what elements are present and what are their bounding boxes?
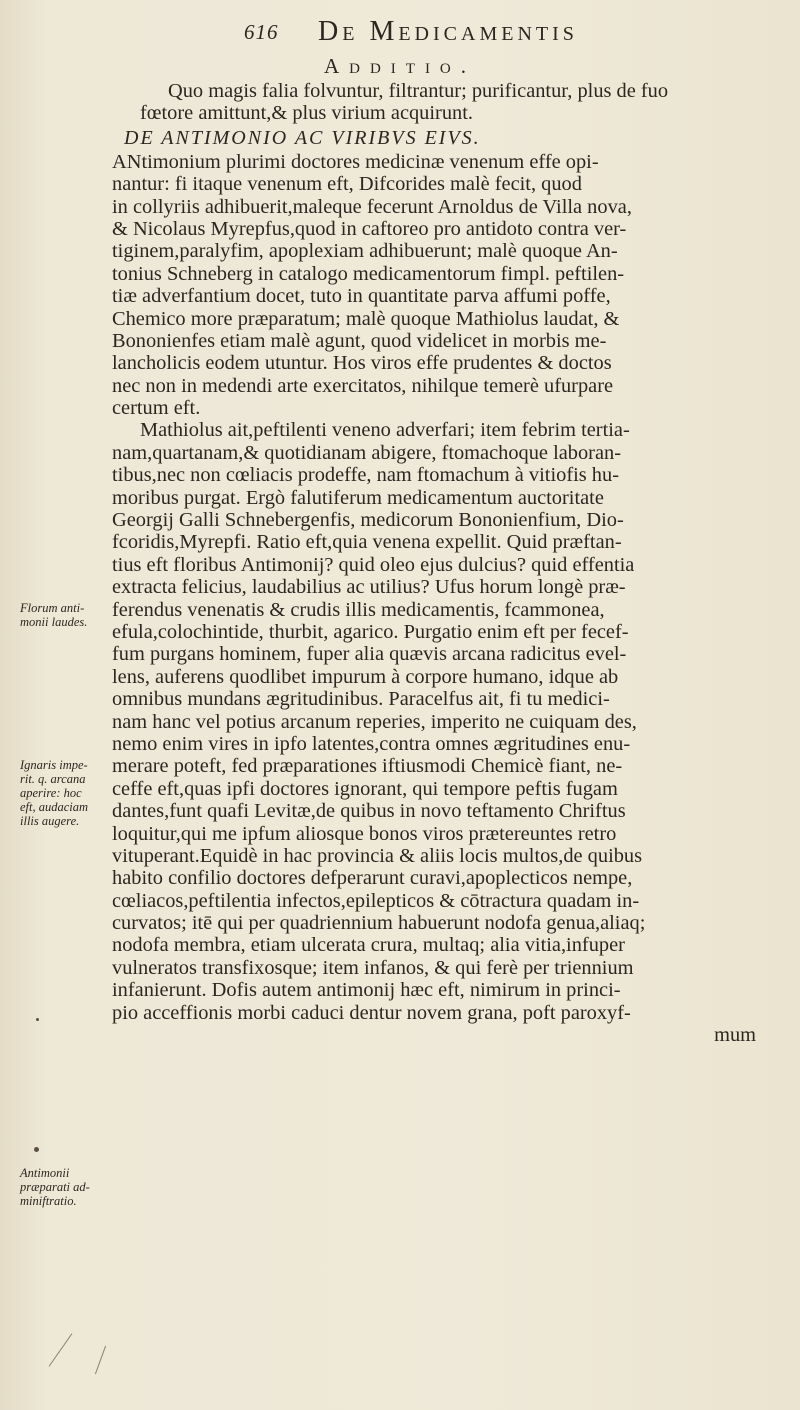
main-text bbox=[112, 80, 780, 1046]
text-line: Bononienfes etiam malè agunt, quod videlicet in morbis me- bbox=[112, 329, 607, 352]
ink-speck bbox=[34, 1147, 39, 1152]
text-line: & Nicolaus Myrepfus,quod in caftoreo pro antidoto contra ver- bbox=[112, 217, 627, 240]
text-line: fum purgans hominem, fuper alia quævis arcana radicitus evel- bbox=[112, 643, 627, 666]
text-line: nantur: fi itaque venenum eft, Difcorides malè fecit, quod bbox=[112, 173, 582, 196]
chapter-subtitle: DE ANTIMONIO AC VIRIBVS EIVS. bbox=[124, 126, 481, 149]
text-line: vituperant.Equidè in hac provincia & aliis locis multos,de quibus bbox=[112, 844, 643, 867]
text-line: mum bbox=[714, 1024, 756, 1047]
text-line: nam hanc vel potius arcanum reperies, imperito ne cuiquam des, bbox=[112, 710, 637, 733]
text-line: dantes,funt quafi Levitæ,de quibus in novo teftamento Chriftus bbox=[112, 800, 626, 823]
text-line: certum eft. bbox=[112, 397, 201, 420]
running-title: De Medicamentis bbox=[318, 16, 578, 47]
text-line: ferendus venenatis & crudis illis medicamentis, fcammonea, bbox=[112, 598, 605, 621]
text-line: lens, auferens quodlibet impurum à corpore humano, idque ab bbox=[112, 665, 619, 688]
text-line: vulneratos transfixosque; item infanos, & qui ferè per triennium bbox=[112, 956, 634, 979]
paper-scratch bbox=[95, 1346, 106, 1375]
margin-note-line: Ignaris impe- bbox=[20, 758, 88, 772]
text-line: extracta felicius, laudabilius ac utilius? Ufus horum longè præ- bbox=[112, 576, 626, 599]
text-line: tiginem,paralyfim, apoplexiam adhibuerunt; malè quoque An- bbox=[112, 240, 618, 263]
text-line: Georgij Galli Schnebergenfis, medicorum Bononienfium, Dio- bbox=[112, 509, 624, 532]
text-line: tius eft floribus Antimonij? quid oleo ejus dulcius? quid effentia bbox=[112, 553, 635, 576]
text-line: efula,colochintide, thurbit, agarico. Purgatio enim eft per fecef- bbox=[112, 620, 629, 643]
text-line: fcoridis,Myrepfi. Ratio eft,quia venena expellit. Quid præftan- bbox=[112, 531, 622, 554]
text-line: infanierunt. Dofis autem antimonij hæc eft, nimirum in princi- bbox=[112, 979, 621, 1002]
text-line: tibus,nec non cœliacis prodeffe, nam ftomachum à vitiofis hu- bbox=[112, 464, 619, 487]
margin-note-line: Antimonii bbox=[20, 1166, 70, 1180]
margin-note-line: rit. q. arcana bbox=[20, 772, 86, 786]
text-line: nodofa membra, etiam ulcerata crura, multaq; alia vitia,infuper bbox=[112, 934, 625, 957]
margin-note-line: illis augere. bbox=[20, 814, 80, 828]
margin-note-line: eft, audaciam bbox=[20, 800, 89, 814]
text-line: merare poteft, fed præparationes iftiusmodi Chemicè fiant, ne- bbox=[112, 755, 623, 778]
text-line: ANtimonium plurimi doctores medicinæ venenum effe opi- bbox=[112, 150, 599, 173]
running-head bbox=[0, 14, 800, 54]
text-line: cœliacos,peftilentia infectos,epilepticos & cōtractura quadam in- bbox=[112, 889, 640, 912]
margin-note-line: Florum anti- bbox=[20, 601, 85, 615]
margin-note-line: præparati ad- bbox=[20, 1180, 90, 1194]
text-line: lancholicis eodem utuntur. Hos viros effe prudentes & doctos bbox=[112, 352, 612, 375]
text-line: habito confilio doctores defperarunt curavi,apoplecticos nempe, bbox=[112, 867, 633, 890]
text-line: nec non in medendi arte exercitatos, nihilque temerè ufurpare bbox=[112, 374, 614, 397]
page-number: 616 bbox=[244, 20, 279, 44]
text-line: fœtore amittunt,& plus virium acquirunt. bbox=[140, 102, 473, 125]
margin-note-line: monii laudes. bbox=[20, 615, 88, 629]
text-line: Quo magis falia folvuntur, filtrantur; purificantur, plus de fuo bbox=[168, 80, 669, 102]
text-line: tonius Schneberg in catalogo medicamentorum fimpl. peftilen- bbox=[112, 262, 625, 285]
margin-note-flowers bbox=[20, 601, 112, 629]
margin-note-administration bbox=[20, 1166, 112, 1208]
text-line: Mathiolus ait,peftilenti veneno adverfari; item febrim tertia- bbox=[140, 419, 630, 442]
text-line: Chemico more præparatum; malè quoque Mathiolus laudat, & bbox=[112, 307, 620, 330]
text-line: omnibus mundans ægritudinibus. Paracelfus ait, fi tu medici- bbox=[112, 688, 610, 711]
text-line: moribus purgat. Ergò falutiferum medicamentum auctoritate bbox=[112, 486, 604, 509]
text-line: pio acceffionis morbi caduci dentur novem grana, poft paroxyf- bbox=[112, 1001, 631, 1024]
text-line: ceffe eft,quas ipfi doctores ignorant, qui tempore peftis fugam bbox=[112, 777, 618, 800]
text-line: tiæ adverfantium docet, tuto in quantitate parva affumi poffe, bbox=[112, 285, 611, 308]
paragraph-2 bbox=[112, 419, 780, 1046]
paragraph-1 bbox=[112, 151, 780, 420]
text-line: nemo enim vires in ipfo latentes,contra omnes ægritudines enu- bbox=[112, 732, 631, 755]
margin-note-line: aperire: hoc bbox=[20, 786, 82, 800]
margin-note-line: miniftratio. bbox=[20, 1194, 77, 1208]
section-heading: Additio. bbox=[323, 54, 477, 78]
ink-speck bbox=[36, 1018, 39, 1021]
margin-note-arcana bbox=[20, 758, 112, 828]
text-line: loquitur,qui me ipfum aliosque bonos viros prætereuntes retro bbox=[112, 822, 617, 845]
text-line: curvatos; itē qui per quadriennium habuerunt nodofa genua,aliaq; bbox=[112, 912, 646, 935]
text-line: nam,quartanam,& quotidianam abigere, ftomachoque laboran- bbox=[112, 441, 622, 464]
text-line: in collyriis adhibuerit,maleque fecerunt Arnoldus de Villa nova, bbox=[112, 195, 632, 218]
paper-scratch bbox=[49, 1333, 73, 1366]
